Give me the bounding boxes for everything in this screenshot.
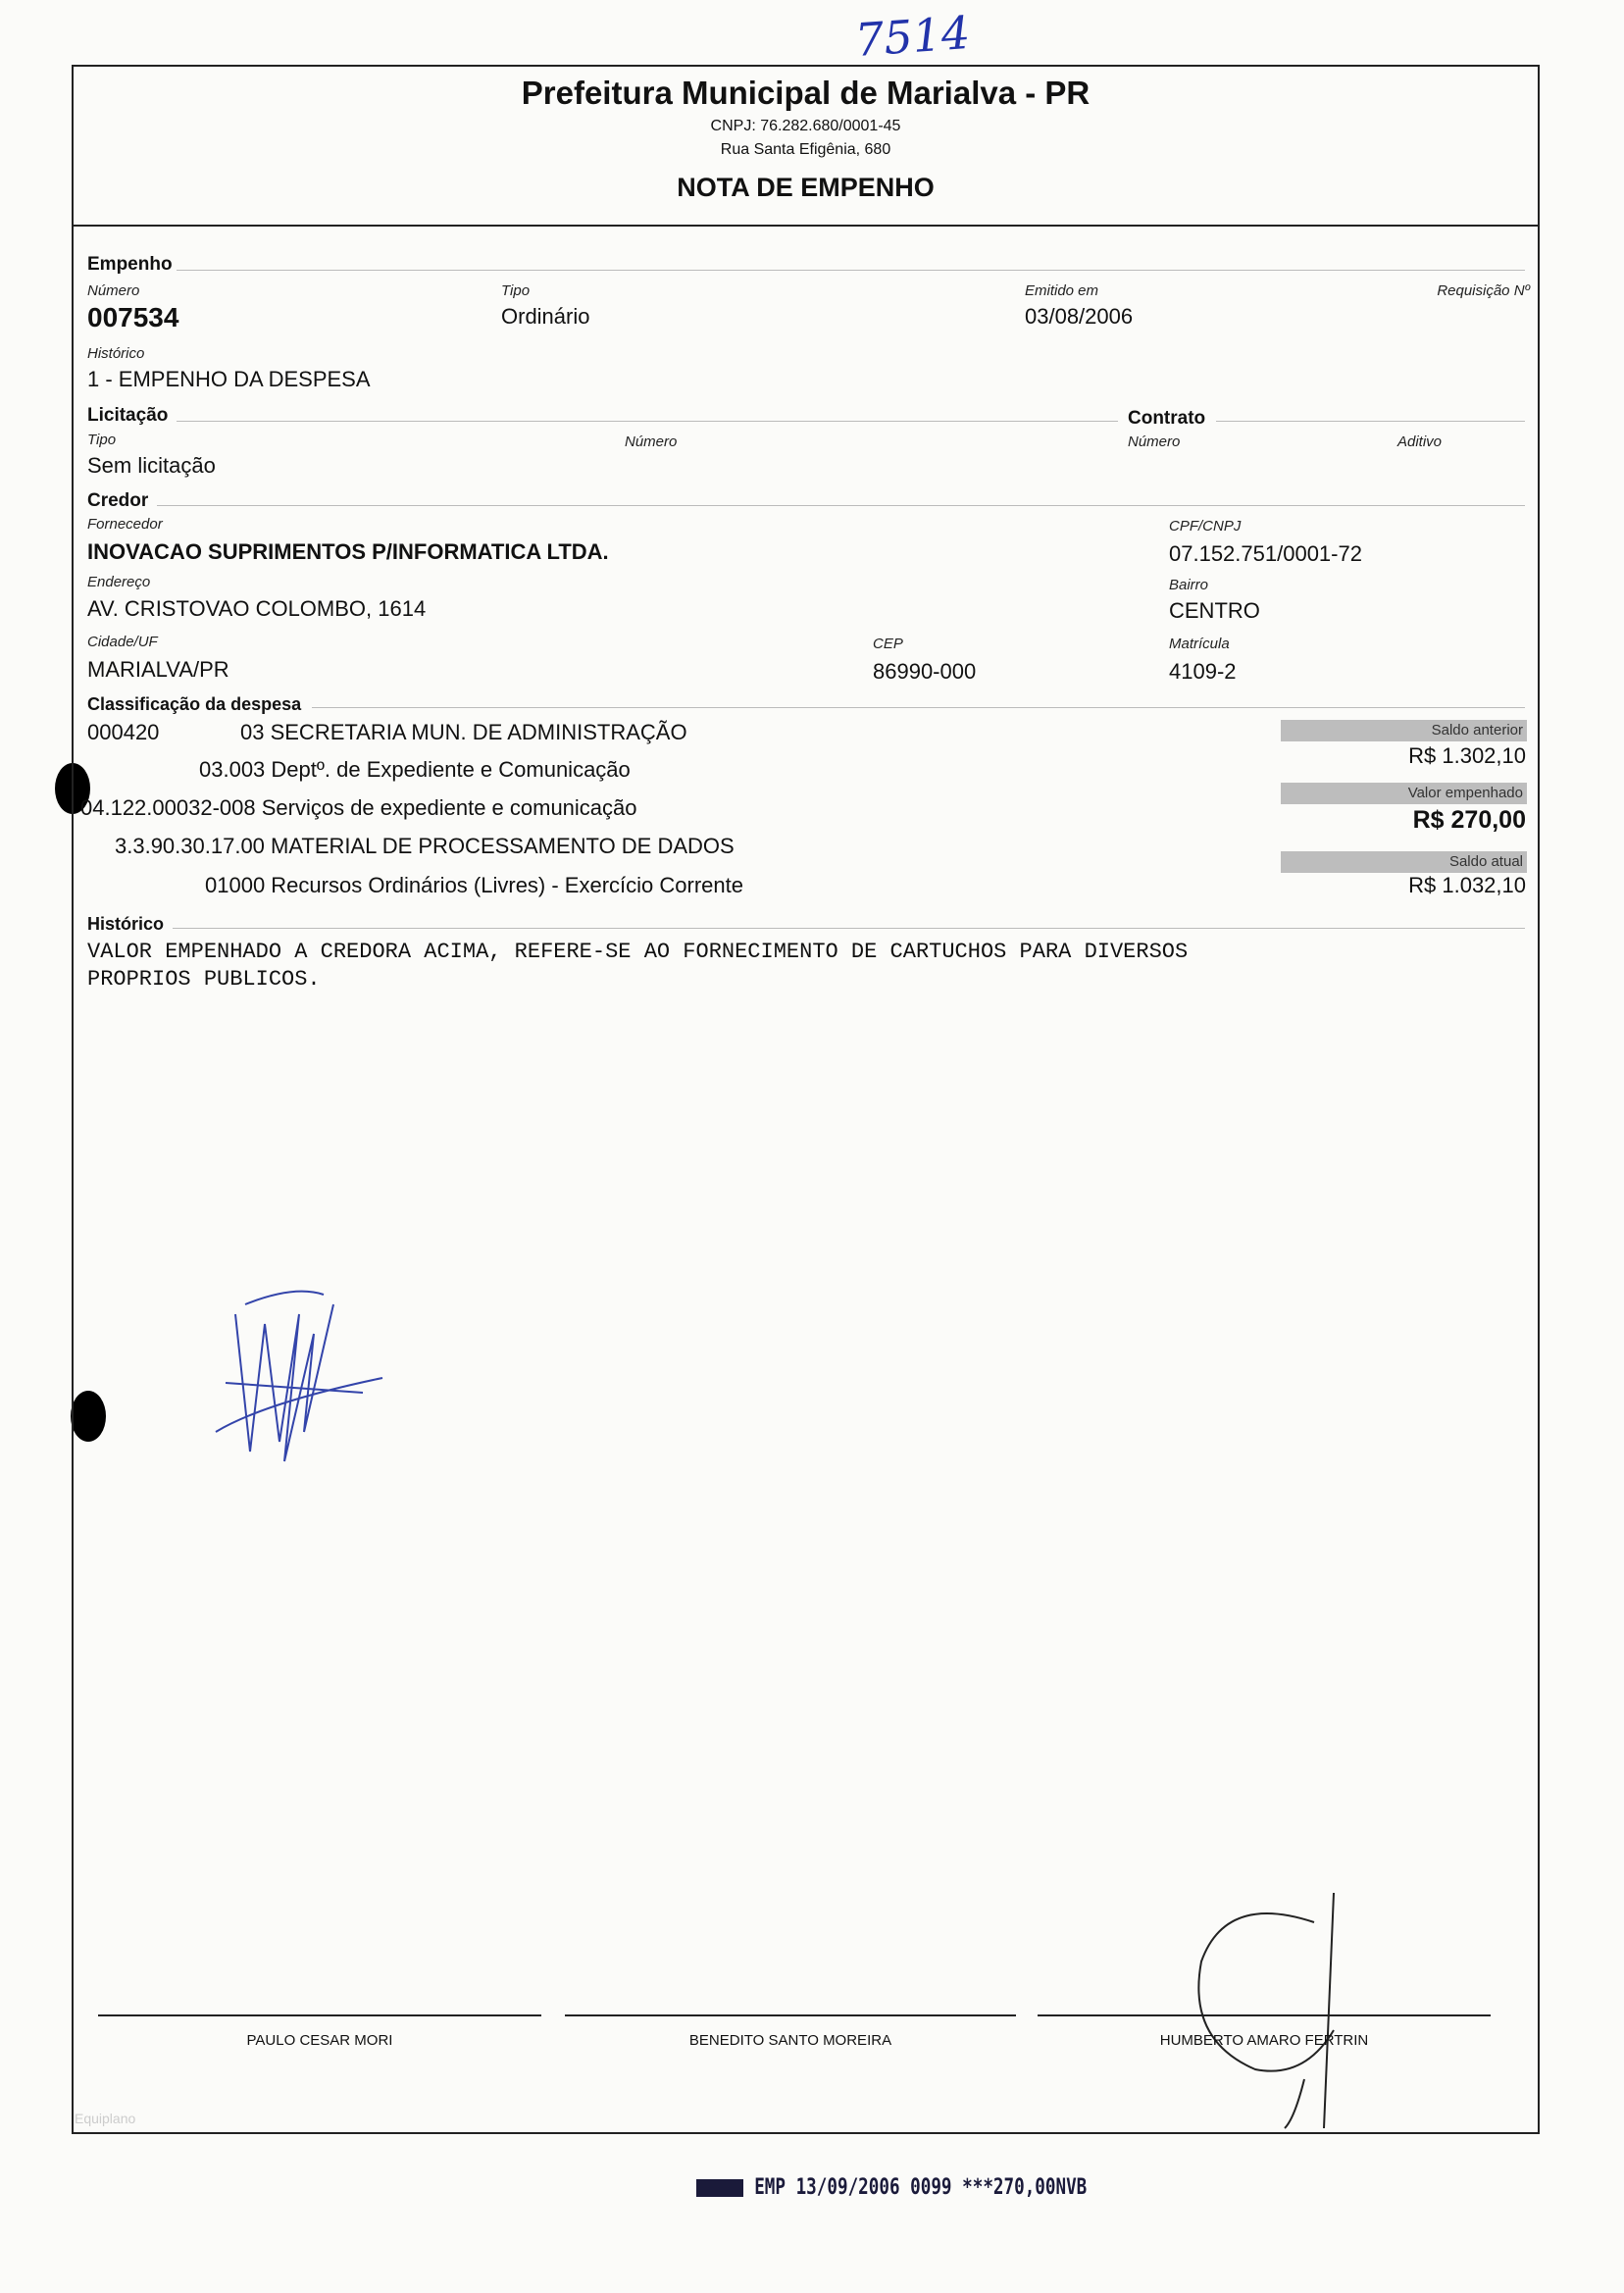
classificacao-section-title: Classificação da despesa xyxy=(87,694,302,714)
classificacao-recurso: 01000 Recursos Ordinários (Livres) - Exercício Corrente xyxy=(205,873,743,897)
saldo-anterior-value: R$ 1.302,10 xyxy=(1408,743,1526,768)
credor-matricula: 4109-2 xyxy=(1169,659,1237,684)
emitido-date: 03/08/2006 xyxy=(1025,304,1134,329)
cidade-label: Cidade/UF xyxy=(87,634,158,650)
handwritten-page-number: 7514 xyxy=(853,5,972,68)
matricula-label: Matrícula xyxy=(1169,636,1230,652)
signature-name-3: HUMBERTO AMARO FERTRIN xyxy=(1159,2032,1369,2049)
classificacao-unidade: 03.003 Deptº. de Expediente e Comunicação xyxy=(199,757,631,782)
empenho-tipo: Ordinário xyxy=(501,304,590,329)
empenho-numero: 007534 xyxy=(87,302,179,332)
fornecedor-label: Fornecedor xyxy=(87,516,163,533)
classificacao-orgao: 03 SECRETARIA MUN. DE ADMINISTRAÇÃO xyxy=(240,720,687,744)
historico-section-title: Histórico xyxy=(87,914,165,934)
credor-endereco: AV. CRISTOVAO COLOMBO, 1614 xyxy=(87,596,427,621)
credor-rule xyxy=(157,505,1525,506)
contrato-section-title: Contrato xyxy=(1128,408,1206,429)
historico-line-2: PROPRIOS PUBLICOS. xyxy=(87,967,321,992)
municipality-address: Rua Santa Efigênia, 680 xyxy=(720,141,891,158)
signature-name-2: BENEDITO SANTO MOREIRA xyxy=(688,2032,892,2049)
handwritten-signature-right xyxy=(1187,1883,1363,2138)
bairro-label: Bairro xyxy=(1169,577,1209,593)
stamp-mark-icon xyxy=(696,2179,743,2197)
municipality-cnpj: CNPJ: 76.282.680/0001-45 xyxy=(710,118,901,134)
empenho-historico-label: Histórico xyxy=(87,345,145,362)
stamp-text: EMP 13/09/2006 0099 ***270,00NVB xyxy=(754,2175,1088,2200)
bank-stamp xyxy=(696,2175,1087,2200)
classificacao-funcional: 04.122.00032-008 Serviços de expediente e comunicação xyxy=(80,795,637,820)
contrato-aditivo-label: Aditivo xyxy=(1397,433,1443,450)
credor-section-title: Credor xyxy=(87,490,149,511)
emitido-label: Emitido em xyxy=(1025,282,1099,299)
credor-cidade: MARIALVA/PR xyxy=(87,657,229,682)
valor-empenhado-value: R$ 270,00 xyxy=(1412,806,1526,834)
licitacao-rule xyxy=(177,421,1118,422)
valor-empenhado-label: Valor empenhado xyxy=(1281,783,1527,804)
licitacao-section-title: Licitação xyxy=(87,405,169,426)
header xyxy=(72,69,1540,203)
empenho-historico: 1 - EMPENHO DA DESPESA xyxy=(87,367,371,391)
credor-cep: 86990-000 xyxy=(873,659,977,684)
software-watermark: Equiplano xyxy=(75,2111,136,2126)
empenho-rule xyxy=(177,270,1525,271)
requisicao-label: Requisição Nº xyxy=(1437,282,1530,299)
empenho-section-title: Empenho xyxy=(87,254,173,275)
saldo-atual-value: R$ 1.032,10 xyxy=(1408,873,1526,897)
endereco-label: Endereço xyxy=(87,574,151,590)
credor-cnpj: 07.152.751/0001-72 xyxy=(1169,541,1362,566)
signature-line-1 xyxy=(98,2014,541,2016)
cep-label: CEP xyxy=(873,636,903,652)
cnpj-label: CPF/CNPJ xyxy=(1169,518,1242,535)
municipality-title: Prefeitura Municipal de Marialva - PR xyxy=(521,75,1091,111)
licitacao-numero-label: Número xyxy=(625,433,678,450)
credor-bairro: CENTRO xyxy=(1169,598,1260,623)
historico-line-1: VALOR EMPENHADO A CREDORA ACIMA, REFERE-SE AO FORNECIMENTO DE CARTUCHOS PARA DIVERSOS xyxy=(87,940,1189,964)
licitacao-tipo: Sem licitação xyxy=(87,453,216,478)
handwritten-signature-left xyxy=(206,1285,392,1481)
classificacao-code: 000420 xyxy=(87,720,160,744)
historico-rule xyxy=(173,928,1525,929)
classificacao-elemento: 3.3.90.30.17.00 MATERIAL DE PROCESSAMENTO DE DADOS xyxy=(115,834,735,858)
saldo-anterior-label: Saldo anterior xyxy=(1281,720,1527,741)
contrato-rule xyxy=(1216,421,1525,422)
classificacao-rule xyxy=(312,707,1525,708)
header-divider xyxy=(72,225,1540,227)
signature-line-3 xyxy=(1038,2014,1491,2016)
contrato-numero-label: Número xyxy=(1128,433,1181,450)
saldo-atual-label: Saldo atual xyxy=(1281,851,1527,873)
empenho-tipo-label: Tipo xyxy=(501,282,531,299)
signature-name-1: PAULO CESAR MORI xyxy=(246,2032,393,2049)
licitacao-tipo-label: Tipo xyxy=(87,432,117,448)
fornecedor-name: INOVACAO SUPRIMENTOS P/INFORMATICA LTDA. xyxy=(87,539,609,564)
empenho-numero-label: Número xyxy=(87,282,140,299)
signature-line-2 xyxy=(565,2014,1016,2016)
document-title: NOTA DE EMPENHO xyxy=(677,173,935,202)
